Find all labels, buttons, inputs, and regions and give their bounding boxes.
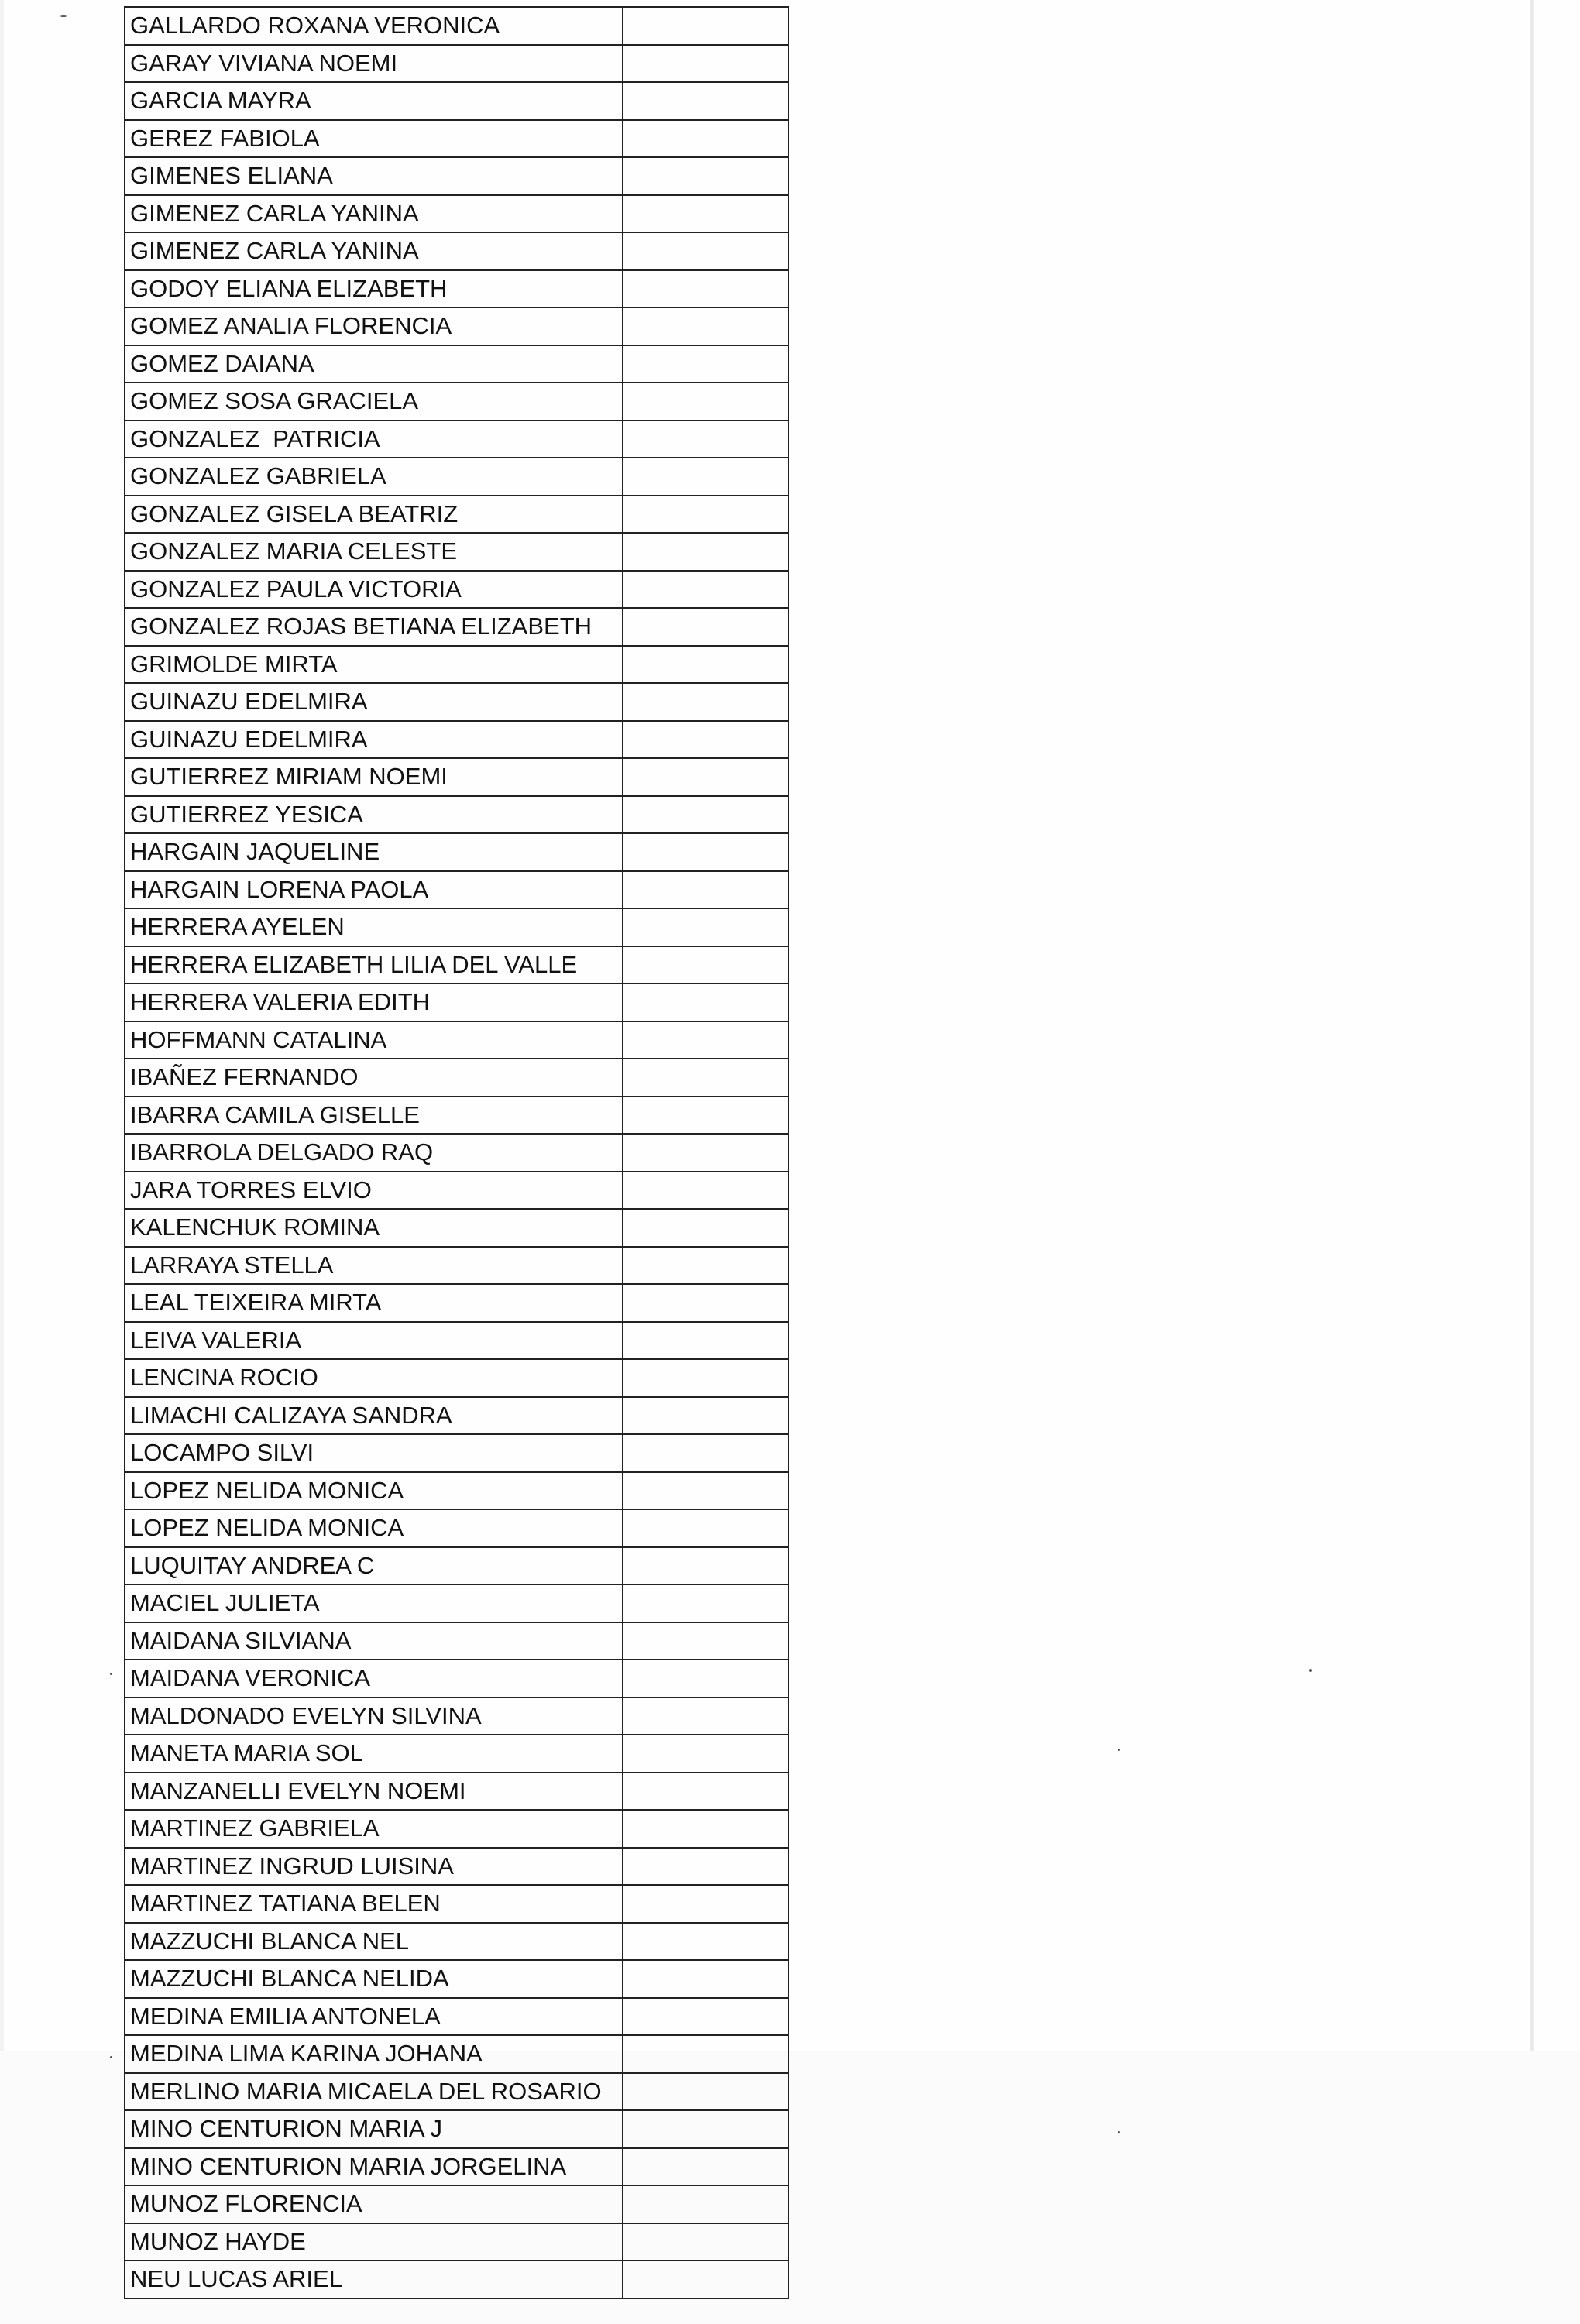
blank-mark-cell <box>623 7 788 45</box>
blank-mark-cell <box>623 1359 788 1397</box>
blank-mark-cell <box>623 533 788 571</box>
name-cell: GONZALEZ MARIA CELESTE <box>125 533 623 571</box>
table-row <box>125 683 788 721</box>
blank-mark-cell <box>623 1885 788 1923</box>
blank-mark-cell <box>623 2110 788 2148</box>
blank-mark-cell <box>623 2260 788 2298</box>
blank-mark-cell <box>623 1172 788 1210</box>
table-row <box>125 2223 788 2261</box>
table-row <box>125 1773 788 1811</box>
name-cell: LOPEZ NELIDA MONICA <box>125 1509 623 1547</box>
table-row <box>125 1284 788 1322</box>
name-cell: HOFFMANN CATALINA <box>125 1021 623 1059</box>
table-row <box>125 45 788 83</box>
blank-mark-cell <box>623 2185 788 2223</box>
table-row <box>125 871 788 909</box>
blank-mark-cell <box>623 1284 788 1322</box>
blank-mark-cell <box>623 1698 788 1735</box>
page-fold-line <box>1530 0 1534 2323</box>
blank-mark-cell <box>623 45 788 83</box>
name-cell: JARA TORRES ELVIO <box>125 1172 623 1210</box>
blank-mark-cell <box>623 345 788 383</box>
name-cell: HERRERA VALERIA EDITH <box>125 983 623 1021</box>
blank-mark-cell <box>623 458 788 496</box>
table-row <box>125 1660 788 1698</box>
name-cell: LIMACHI CALIZAYA SANDRA <box>125 1397 623 1435</box>
name-cell: GUTIERREZ MIRIAM NOEMI <box>125 758 623 796</box>
blank-mark-cell <box>623 946 788 984</box>
scan-speck <box>110 1673 112 1675</box>
name-cell: HARGAIN LORENA PAOLA <box>125 871 623 909</box>
name-cell: KALENCHUK ROMINA <box>125 1209 623 1247</box>
table-row <box>125 421 788 458</box>
roster-body <box>125 7 788 2298</box>
name-cell: GONZALEZ PATRICIA <box>125 421 623 458</box>
scan-speck <box>1118 1749 1120 1751</box>
name-cell: GONZALEZ ROJAS BETIANA ELIZABETH <box>125 608 623 646</box>
table-row <box>125 7 788 45</box>
name-cell: GUINAZU EDELMIRA <box>125 721 623 759</box>
blank-mark-cell <box>623 421 788 458</box>
blank-mark-cell <box>623 82 788 120</box>
blank-mark-cell <box>623 908 788 946</box>
table-row <box>125 1247 788 1285</box>
table-row <box>125 2110 788 2148</box>
table-row <box>125 2148 788 2186</box>
blank-mark-cell <box>623 871 788 909</box>
name-cell: GEREZ FABIOLA <box>125 120 623 158</box>
name-cell: MAZZUCHI BLANCA NEL <box>125 1923 623 1961</box>
table-row <box>125 1359 788 1397</box>
blank-mark-cell <box>623 1209 788 1247</box>
table-row <box>125 2073 788 2111</box>
table-row <box>125 1172 788 1210</box>
blank-mark-cell <box>623 2073 788 2111</box>
name-cell: NEU LUCAS ARIEL <box>125 2260 623 2298</box>
table-row <box>125 1322 788 1360</box>
blank-mark-cell <box>623 1660 788 1698</box>
name-cell: GIMENEZ CARLA YANINA <box>125 232 623 270</box>
name-cell: LARRAYA STELLA <box>125 1247 623 1285</box>
name-cell: HERRERA ELIZABETH LILIA DEL VALLE <box>125 946 623 984</box>
name-cell: IBAÑEZ FERNANDO <box>125 1059 623 1097</box>
name-cell: GOMEZ DAIANA <box>125 345 623 383</box>
blank-mark-cell <box>623 646 788 684</box>
blank-mark-cell <box>623 1509 788 1547</box>
table-row <box>125 646 788 684</box>
blank-mark-cell <box>623 1998 788 2036</box>
blank-mark-cell <box>623 608 788 646</box>
name-cell: LENCINA ROCIO <box>125 1359 623 1397</box>
table-row <box>125 383 788 421</box>
name-cell: MACIEL JULIETA <box>125 1584 623 1622</box>
blank-mark-cell <box>623 2035 788 2073</box>
blank-mark-cell <box>623 232 788 270</box>
name-cell: GIMENEZ CARLA YANINA <box>125 195 623 233</box>
name-cell: LOCAMPO SILVI <box>125 1434 623 1472</box>
name-cell: IBARRA CAMILA GISELLE <box>125 1097 623 1135</box>
scan-speck <box>1118 2131 1120 2133</box>
table-row <box>125 1923 788 1961</box>
name-cell: GRIMOLDE MIRTA <box>125 646 623 684</box>
table-row <box>125 533 788 571</box>
blank-mark-cell <box>623 2223 788 2261</box>
table-row <box>125 1960 788 1998</box>
blank-mark-cell <box>623 496 788 534</box>
name-cell: GUINAZU EDELMIRA <box>125 683 623 721</box>
blank-mark-cell <box>623 195 788 233</box>
table-row <box>125 345 788 383</box>
blank-mark-cell <box>623 1810 788 1848</box>
name-cell: MAIDANA SILVIANA <box>125 1622 623 1660</box>
name-cell: MEDINA EMILIA ANTONELA <box>125 1998 623 2036</box>
blank-mark-cell <box>623 1021 788 1059</box>
scan-speck <box>1309 1669 1312 1672</box>
blank-mark-cell <box>623 1960 788 1998</box>
blank-mark-cell <box>623 383 788 421</box>
table-row <box>125 1097 788 1135</box>
name-cell: GONZALEZ GISELA BEATRIZ <box>125 496 623 534</box>
blank-mark-cell <box>623 758 788 796</box>
name-cell: MAIDANA VERONICA <box>125 1660 623 1698</box>
table-row <box>125 946 788 984</box>
blank-mark-cell <box>623 1773 788 1811</box>
table-row <box>125 608 788 646</box>
blank-mark-cell <box>623 983 788 1021</box>
table-row <box>125 1059 788 1097</box>
name-cell: LEIVA VALERIA <box>125 1322 623 1360</box>
blank-mark-cell <box>623 1134 788 1172</box>
table-row <box>125 1547 788 1585</box>
blank-mark-cell <box>623 1397 788 1435</box>
table-row <box>125 1698 788 1735</box>
table-row <box>125 796 788 834</box>
name-cell: GALLARDO ROXANA VERONICA <box>125 7 623 45</box>
name-cell: GUTIERREZ YESICA <box>125 796 623 834</box>
table-row <box>125 82 788 120</box>
blank-mark-cell <box>623 1434 788 1472</box>
blank-mark-cell <box>623 1059 788 1097</box>
table-row <box>125 2035 788 2073</box>
name-cell: GOMEZ SOSA GRACIELA <box>125 383 623 421</box>
name-cell: MINO CENTURION MARIA J <box>125 2110 623 2148</box>
blank-mark-cell <box>623 1735 788 1773</box>
name-cell: GODOY ELIANA ELIZABETH <box>125 270 623 308</box>
name-cell: GOMEZ ANALIA FLORENCIA <box>125 307 623 345</box>
blank-mark-cell <box>623 683 788 721</box>
blank-mark-cell <box>623 796 788 834</box>
name-cell: MANZANELLI EVELYN NOEMI <box>125 1773 623 1811</box>
table-row <box>125 232 788 270</box>
name-cell: IBARROLA DELGADO RAQ <box>125 1134 623 1172</box>
table-row <box>125 1509 788 1547</box>
name-cell: GARAY VIVIANA NOEMI <box>125 45 623 83</box>
blank-mark-cell <box>623 1322 788 1360</box>
blank-mark-cell <box>623 571 788 609</box>
table-row <box>125 270 788 308</box>
blank-mark-cell <box>623 270 788 308</box>
name-roster-table <box>124 6 789 2299</box>
blank-mark-cell <box>623 1547 788 1585</box>
table-row <box>125 721 788 759</box>
name-cell: HERRERA AYELEN <box>125 908 623 946</box>
table-row <box>125 1397 788 1435</box>
blank-mark-cell <box>623 721 788 759</box>
blank-mark-cell <box>623 833 788 871</box>
blank-mark-cell <box>623 1247 788 1285</box>
name-cell: HARGAIN JAQUELINE <box>125 833 623 871</box>
table-row <box>125 1622 788 1660</box>
table-row <box>125 120 788 158</box>
blank-mark-cell <box>623 1584 788 1622</box>
name-cell: MUNOZ FLORENCIA <box>125 2185 623 2223</box>
name-cell: MERLINO MARIA MICAELA DEL ROSARIO <box>125 2073 623 2111</box>
table-row <box>125 758 788 796</box>
table-row <box>125 908 788 946</box>
name-cell: MAZZUCHI BLANCA NELIDA <box>125 1960 623 1998</box>
name-cell: MANETA MARIA SOL <box>125 1735 623 1773</box>
name-cell: MARTINEZ GABRIELA <box>125 1810 623 1848</box>
blank-mark-cell <box>623 1097 788 1135</box>
name-cell: MINO CENTURION MARIA JORGELINA <box>125 2148 623 2186</box>
table-row <box>125 1885 788 1923</box>
table-row <box>125 571 788 609</box>
table-row <box>125 496 788 534</box>
table-row <box>125 833 788 871</box>
name-cell: LOPEZ NELIDA MONICA <box>125 1472 623 1510</box>
blank-mark-cell <box>623 120 788 158</box>
name-cell: MARTINEZ TATIANA BELEN <box>125 1885 623 1923</box>
table-row <box>125 1998 788 2036</box>
blank-mark-cell <box>623 157 788 195</box>
table-row <box>125 1021 788 1059</box>
name-cell: GONZALEZ PAULA VICTORIA <box>125 571 623 609</box>
name-cell: MUNOZ HAYDE <box>125 2223 623 2261</box>
scan-speck <box>60 15 67 17</box>
table-row <box>125 1584 788 1622</box>
name-cell: GONZALEZ GABRIELA <box>125 458 623 496</box>
name-cell: LEAL TEIXEIRA MIRTA <box>125 1284 623 1322</box>
table-row <box>125 983 788 1021</box>
blank-mark-cell <box>623 2148 788 2186</box>
page-left-edge <box>0 0 4 2323</box>
scan-speck <box>110 2056 112 2058</box>
table-row <box>125 1848 788 1886</box>
table-row <box>125 2185 788 2223</box>
table-row <box>125 195 788 233</box>
blank-mark-cell <box>623 1923 788 1961</box>
blank-mark-cell <box>623 1848 788 1886</box>
table-row <box>125 1472 788 1510</box>
name-cell: GARCIA MAYRA <box>125 82 623 120</box>
name-cell: LUQUITAY ANDREA C <box>125 1547 623 1585</box>
table-row <box>125 1434 788 1472</box>
table-row <box>125 1735 788 1773</box>
name-cell: MEDINA LIMA KARINA JOHANA <box>125 2035 623 2073</box>
blank-mark-cell <box>623 1622 788 1660</box>
table-row <box>125 157 788 195</box>
table-row <box>125 2260 788 2298</box>
table-row <box>125 1810 788 1848</box>
blank-mark-cell <box>623 307 788 345</box>
table-row <box>125 1134 788 1172</box>
name-cell: MALDONADO EVELYN SILVINA <box>125 1698 623 1735</box>
name-cell: MARTINEZ INGRUD LUISINA <box>125 1848 623 1886</box>
name-cell: GIMENES ELIANA <box>125 157 623 195</box>
table-row <box>125 307 788 345</box>
table-row <box>125 458 788 496</box>
blank-mark-cell <box>623 1472 788 1510</box>
table-row <box>125 1209 788 1247</box>
